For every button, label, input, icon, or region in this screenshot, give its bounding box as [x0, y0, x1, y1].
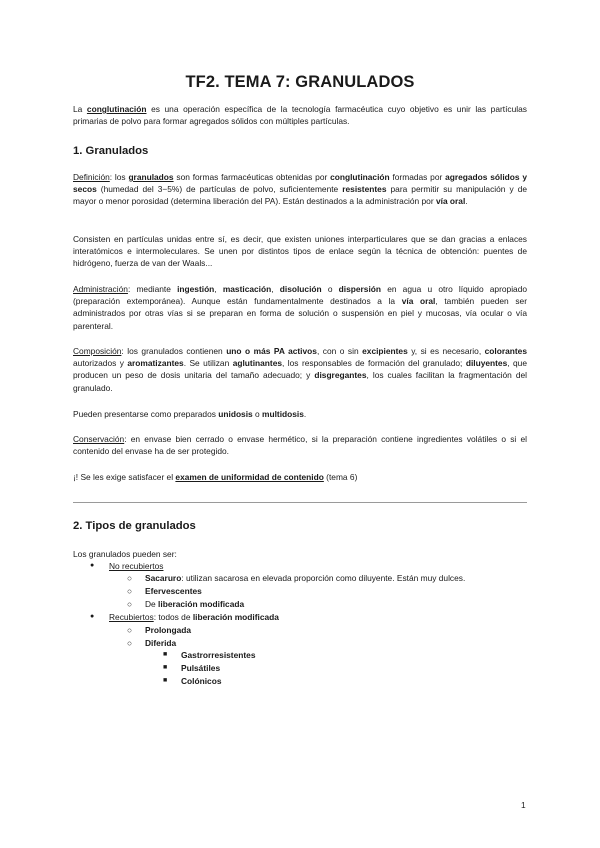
definicion-text: son formas farmacéuticas obtenidas por: [173, 172, 331, 182]
preparados-text: Pueden presentarse como preparados: [73, 409, 219, 419]
intro-paragraph: [73, 103, 527, 127]
definicion-text: formadas por: [389, 172, 446, 182]
conservacion-label: Conservación: [73, 434, 125, 444]
bullet-square-icon: ■: [163, 664, 168, 671]
composicion-term: disgregantes: [314, 370, 367, 381]
administracion-text: ,: [214, 284, 223, 294]
list-item-prolongada: Prolongada: [145, 625, 192, 635]
administracion-term: ingestión: [177, 284, 215, 294]
page-number: 1: [521, 800, 526, 810]
definicion-label: Definición: [73, 172, 110, 182]
preparados-text: o: [252, 409, 263, 419]
administracion-text: ,: [271, 284, 280, 294]
list-item-pulsatiles: Pulsátiles: [181, 663, 221, 673]
bullet-hollow-circle-icon: ○: [127, 586, 133, 596]
definicion-term-resistentes: resistentes: [342, 184, 387, 195]
recubiertos-label: Recubiertos: [109, 612, 154, 622]
composicion-label: Composición: [73, 346, 122, 356]
intro-term: conglutinación: [86, 104, 147, 114]
liberacion-modificada-term: liberación modificada: [158, 599, 245, 609]
intro-text-2: es una operación específica de la tecnología farmacéutica cuyo objetivo es unir las partículas primarias de polvo para formar agregados sólidos con múltiples partículas.: [73, 104, 527, 127]
definicion-term-conglutinacion: conglutinación: [330, 172, 390, 182]
bullet-hollow-circle-icon: ○: [127, 625, 133, 635]
composicion-text: autorizados y: [73, 358, 128, 369]
recubiertos-text: : todos de: [153, 612, 193, 622]
consisten-paragraph: Consisten en partículas unidas entre sí, es decir, que existen uniones interparticulares que se dan gracias a enlaces interatómicos e intermoleculares. Se unen por distintos tipos de enlace según la técnica de obtención: puentes de hidrógeno, fuerza de van der Waals...: [73, 234, 527, 269]
list-item-sacaruro: [145, 572, 465, 584]
composicion-term: aromatizantes: [127, 358, 184, 369]
list-item-liberacion-modificada: [145, 598, 244, 610]
intro-text-1: La: [73, 104, 87, 114]
definicion-text: .: [465, 196, 468, 207]
composicion-text: , con o sin: [316, 346, 363, 356]
bullet-filled-circle-icon: ●: [90, 562, 95, 569]
composicion-term: excipientes: [362, 346, 408, 356]
definicion-text: para permitir su manipulación y de mayor o menor porosidad (determina liberación del PA). Están destinados a la administración por: [73, 184, 528, 207]
preparados-paragraph: [73, 408, 527, 420]
bullet-square-icon: ■: [163, 677, 168, 684]
composicion-text: , los responsables de formación del granulado;: [282, 358, 466, 369]
administracion-text: o: [321, 284, 339, 294]
list-item-gastrorresistentes: Gastrorresistentes: [181, 650, 256, 660]
list-item-efervescentes: Efervescentes: [145, 586, 202, 596]
composicion-paragraph: [73, 345, 527, 394]
exigencia-term: examen de uniformidad de contenido: [175, 472, 324, 482]
definicion-text: (humedad del 3−5%) de partículas de polvo, suficientemente: [96, 184, 343, 195]
composicion-text: . Se utilizan: [183, 358, 233, 369]
exigencia-text: (tema 6): [323, 472, 358, 482]
conservacion-paragraph: [73, 433, 527, 457]
sacaruro-text: : utilizan sacarosa en elevada proporción como diluyente. Están muy dulces.: [181, 573, 466, 583]
section-2-heading: 2. Tipos de granulados: [73, 520, 196, 532]
composicion-term: uno o más PA activos: [226, 346, 317, 356]
tipos-lead: Los granulados pueden ser:: [73, 549, 177, 559]
composicion-text: , que producen un peso de dosis unitaria del tamaño adecuado; y: [73, 358, 527, 381]
list-item-diferida: Diferida: [145, 638, 177, 648]
recubiertos-term: liberación modificada: [192, 612, 279, 622]
de-prefix: De: [145, 599, 159, 609]
preparados-term: multidosis: [262, 409, 304, 419]
conservacion-text: : en envase bien cerrado o envase hermético, si la preparación contiene ingredientes volátiles o si el contenido del envase ha de ser protegido.: [73, 434, 527, 457]
administracion-text: en agua u otro líquido apropiado (preparación extemporánea). Aunque están fundamentalmente destinados a la: [73, 284, 528, 307]
composicion-term: diluyentes: [465, 358, 508, 369]
list-item-colonicos: Colónicos: [181, 676, 222, 686]
bullet-hollow-circle-icon: ○: [127, 599, 133, 609]
sacaruro-label: Sacaruro: [145, 573, 182, 583]
administracion-text: : mediante: [127, 284, 178, 294]
administracion-label: Administración: [73, 284, 128, 294]
bullet-filled-circle-icon: ●: [90, 613, 95, 620]
administracion-term: dispersión: [338, 284, 382, 294]
administracion-term: disolución: [279, 284, 322, 294]
preparados-term: unidosis: [218, 409, 253, 419]
bullet-square-icon: ■: [163, 651, 168, 658]
composicion-term: colorantes: [484, 346, 527, 356]
definicion-term-granulados: granulados: [128, 172, 174, 182]
definicion-term-agregados: agregados sólidos y secos: [73, 172, 528, 195]
page-title: TF2. TEMA 7: GRANULADOS: [185, 73, 415, 91]
preparados-text: .: [303, 409, 307, 419]
exigencia-paragraph: [73, 471, 527, 483]
definicion-paragraph: [73, 171, 527, 208]
administracion-term: masticación: [222, 284, 272, 294]
exigencia-text: ¡! Se les exige satisfacer el: [73, 472, 176, 482]
composicion-term: aglutinantes: [232, 358, 283, 369]
bullet-hollow-circle-icon: ○: [127, 573, 133, 583]
list-item-no-recubiertos: No recubiertos: [109, 561, 164, 571]
definicion-text: : los: [109, 172, 129, 182]
horizontal-divider: [73, 502, 527, 503]
composicion-text: , los cuales facilitan la fragmentación del granulado.: [73, 370, 527, 393]
composicion-text: y, si es necesario,: [407, 346, 485, 356]
composicion-text: : los granulados contienen: [121, 346, 227, 356]
definicion-term-via-oral: vía oral: [435, 196, 466, 207]
administracion-term: vía oral: [401, 296, 436, 307]
list-item-recubiertos: [109, 611, 279, 623]
administracion-paragraph: [73, 283, 527, 332]
administracion-text: , también pueden ser administrados por otras vías si se preparan en forma de solución o suspensión en piel y mucosas, vía ocular o vía parenteral.: [73, 296, 527, 331]
section-1-heading: 1. Granulados: [73, 145, 149, 157]
bullet-hollow-circle-icon: ○: [127, 638, 133, 648]
